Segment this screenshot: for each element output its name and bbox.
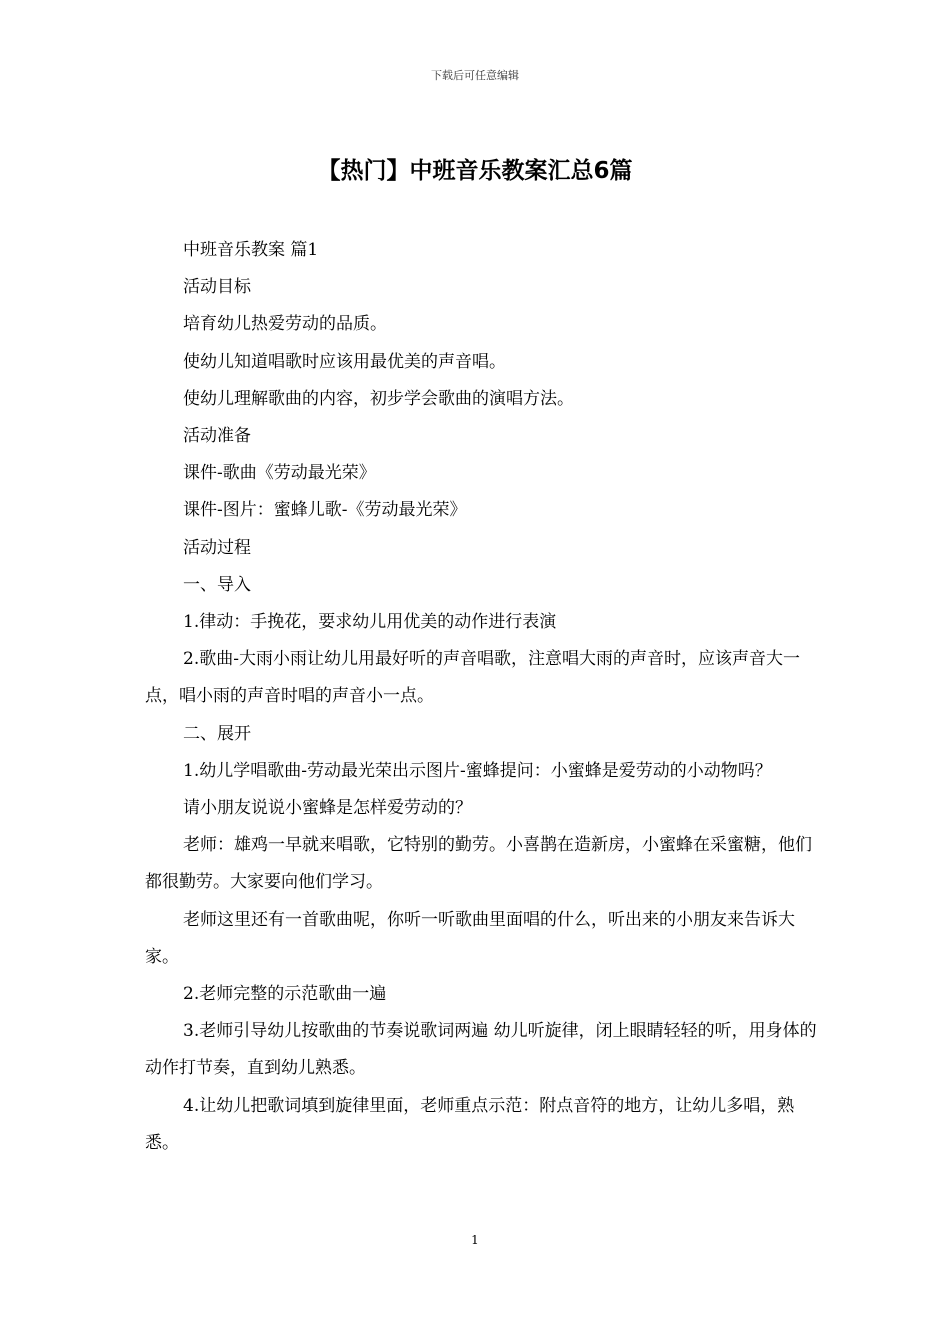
section-heading: 中班音乐教案 篇1	[183, 240, 319, 260]
paragraph: 4.让幼儿把歌词填到旋律里面，老师重点示范：附点音符的地方，让幼儿多唱，熟悉。	[145, 1095, 795, 1153]
paragraph: 使幼儿知道唱歌时应该用最优美的声音唱。	[183, 351, 506, 372]
paragraph: 课件-图片：蜜蜂儿歌-《劳动最光荣》	[183, 500, 467, 521]
document-body	[145, 232, 823, 1162]
paragraph: 2.歌曲-大雨小雨让幼儿用最好听的声音唱歌，注意唱大雨的声音时，应该声音大一点，唱小雨的声音时唱的声音小一点。	[145, 649, 800, 707]
paragraph: 老师：雄鸡一早就来唱歌，它特别的勤劳。小喜鹊在造新房，小蜜蜂在采蜜糖，他们都很勤劳。大家要向他们学习。	[145, 835, 812, 893]
page-header: 下载后可任意编辑	[431, 69, 519, 82]
paragraph: 1.律动：手挽花，要求幼儿用优美的动作进行表演	[183, 612, 557, 633]
paragraph: 活动准备	[183, 426, 251, 447]
paragraph: 活动目标	[183, 277, 251, 298]
paragraph: 老师这里还有一首歌曲呢，你听一听歌曲里面唱的什么，听出来的小朋友来告诉大家。	[145, 909, 795, 967]
paragraph: 2.老师完整的示范歌曲一遍	[183, 984, 387, 1005]
paragraph: 使幼儿理解歌曲的内容，初步学会歌曲的演唱方法。	[183, 388, 574, 409]
page-number: 1	[471, 1233, 479, 1247]
paragraph: 二、展开	[183, 723, 251, 744]
paragraph: 请小朋友说说小蜜蜂是怎样爱劳动的？	[183, 798, 472, 819]
paragraph: 培育幼儿热爱劳动的品质。	[183, 314, 387, 335]
paragraph: 3.老师引导幼儿按歌曲的节奏说歌词两遍 幼儿听旋律，闭上眼睛轻轻的听，用身体的动作打节奏，直到幼儿熟悉。	[145, 1021, 817, 1079]
paragraph: 1.幼儿学唱歌曲-劳动最光荣出示图片-蜜蜂提问：小蜜蜂是爱劳动的小动物吗？	[183, 760, 772, 781]
paragraph: 一、导入	[183, 574, 251, 595]
paragraph: 活动过程	[183, 537, 251, 558]
document-title: 【热门】中班音乐教案汇总6篇	[317, 158, 633, 184]
paragraph: 课件-歌曲《劳动最光荣》	[183, 463, 376, 484]
